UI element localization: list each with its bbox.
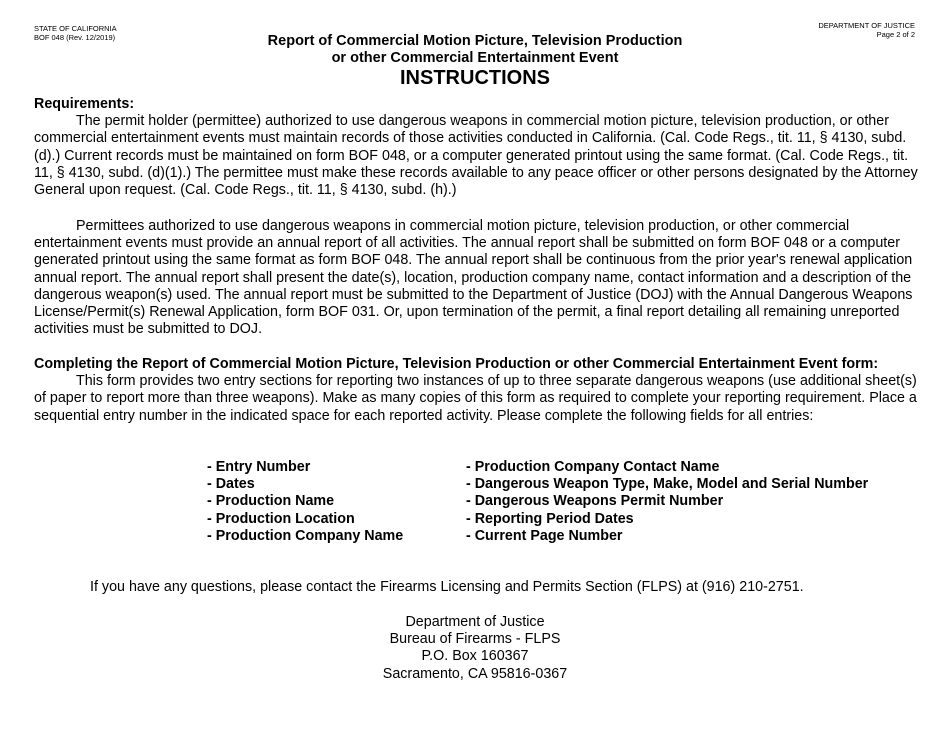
annual-report-section [34,218,919,338]
required-fields-list-left [207,459,403,545]
list-item: - Entry Number [207,459,311,475]
requirements-heading: Requirements: [34,96,135,112]
list-item: - Dangerous Weapon Type, Make, Model and Serial Number [466,476,869,493]
address-line-2: Bureau of Firearms - FLPS [389,631,561,648]
completing-paragraph: This form provides two entry sections for reporting two instances of up to three separate dangerous weapons (use additional sheet(s) of paper to report more than three weapons). Make as many copies of this form as required to complete your reporting requirement. Place a sequential entry number in the indicated space for each reported activity. Please complete the following fields for all entries: [34,373,917,424]
page-number: Page 2 of 2 [876,30,915,39]
list-item: - Production Company Contact Name [466,459,720,475]
completing-section [34,356,919,425]
list-item: - Production Location [207,510,355,527]
list-item: - Dates [207,476,255,493]
address-line-4: Sacramento, CA 95816-0367 [382,665,568,682]
requirements-paragraph-2: Permittees authorized to use dangerous weapons in commercial motion picture, television production, or other commercial entertainment events must provide an annual report of all activities. The annual report shall be submitted on form BOF 048 or a computer generated printout using the same format as form BOF 048. The annual report shall be continuous from the prior year's renewal application annual report. The annual report shall present the date(s), location, production company name, contact information and a description of the dangerous weapon(s) used. The annual report must be submitted to the Department of Justice (DOJ) with the Annual Dangerous Weapons License/Permit(s) Renewal Application, form BOF 031. Or, upon termination of the permit, a final report detailing all remaining unreported activities must be submitted to DOJ. [34,218,913,338]
agency-line: STATE OF CALIFORNIA [34,24,117,33]
title-instructions: INSTRUCTIONS [400,67,550,89]
title-line-2: or other Commercial Entertainment Event [331,50,619,66]
required-fields-list-right [466,459,868,545]
address-line-3: P.O. Box 160367 [421,648,529,665]
mailing-address [0,614,950,683]
form-number: BOF 048 (Rev. 12/2019) [34,33,116,42]
list-item: - Reporting Period Dates [466,510,634,527]
document-title [0,33,950,89]
completing-heading: Completing the Report of Commercial Motion Picture, Television Production or other Commercial Entertainment Event form: [34,356,879,372]
department-name: DEPARTMENT OF JUSTICE [818,21,915,30]
address-line-1: Department of Justice [405,614,545,630]
list-item: - Dangerous Weapons Permit Number [466,493,724,510]
list-item: - Production Company Name [207,527,404,544]
requirements-paragraph-1: The permit holder (permittee) authorized to use dangerous weapons in commercial motion picture, television production, or other commercial entertainment events must maintain records of those activities conducted in California. (Cal. Code Regs., tit. 11, § 4130, subd. (d).) Current records must be maintained on form BOF 048, or a computer generated printout using the same format. (Cal. Code Regs., tit. 11, § 4130, subd. (d)(1).) The permittee must make these records available to any peace officer or other persons designated by the Attorney General upon request. (Cal. Code Regs., tit. 11, § 4130, subd. (h).) [34,113,918,199]
list-item: - Production Name [207,493,335,510]
list-item: - Current Page Number [466,527,623,544]
contact-instructions: If you have any questions, please contact the Firearms Licensing and Permits Section (FLPS) at (916) 210-2751. [90,579,804,595]
title-line-1: Report of Commercial Motion Picture, Television Production [267,33,683,49]
requirements-section [34,96,919,199]
